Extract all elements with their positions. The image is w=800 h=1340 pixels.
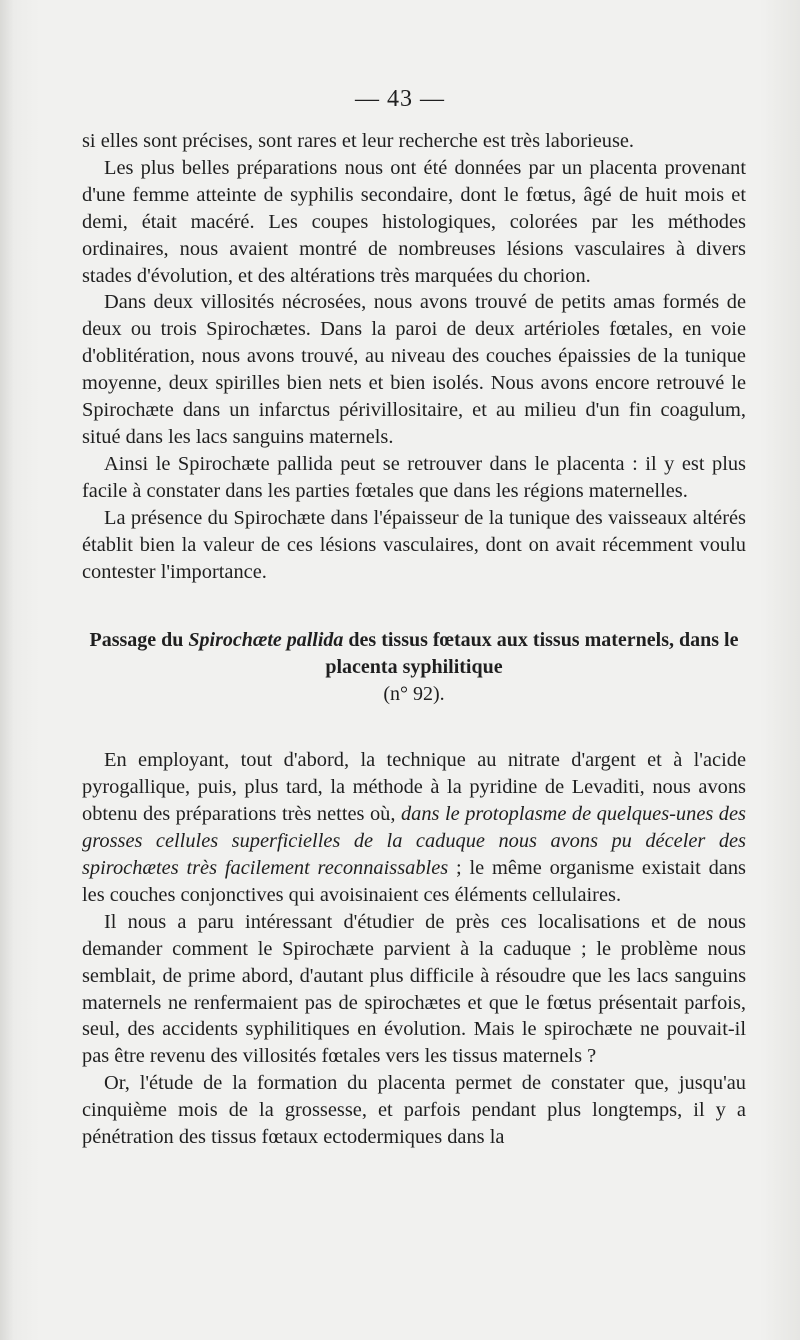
paragraph-text: En employant, tout d'abord, la technique au nitrate d'argent et à l'acide pyrogallique, puis, plus tard, la méthode à la pyridine de Levaditi, nous avons obtenu des préparations très nettes où, — [82, 749, 746, 826]
page-number: — 43 — — [355, 86, 445, 112]
paragraph-text: ; le même organisme existait dans les couches conjonctives qui avoisinaient ces éléments cellulaires. — [82, 857, 746, 906]
paragraph: Or, l'étude de la formation du placenta permet de constater que, jusqu'au cinquième mois de la grossesse, et parfois pendant plus longtemps, il y a pénétration des tissus fœtaux ectodermiques dans la — [82, 1072, 746, 1149]
paragraph-italic: dans le protoplasme de quelques-unes des grosses cellules superficielles de la caduque nous avons pu déceler des spirochætes très facilement reconnaissables — [82, 803, 746, 880]
section-heading — [82, 627, 746, 681]
heading-text: Passage du — [89, 629, 189, 652]
paragraph: Dans deux villosités nécrosées, nous avons trouvé de petits amas formés de deux ou trois Spirochætes. Dans la paroi de deux artérioles fœtales, en voie d'oblitération, nous avons trouvé, au niveau des couches épaissies de la tunique moyenne, deux spirilles bien nets et bien isolés. Nous avons encore retrouvé le Spirochæte dans un infarctus périvillositaire, et au milieu d'un fin coagulum, situé dans les lacs sanguins maternels. — [82, 291, 746, 448]
paragraph: La présence du Spirochæte dans l'épaisseur de la tunique des vaisseaux altérés établit bien la valeur de ces lésions vasculaires, dont on avait récemment voulu contester l'importance. — [82, 506, 746, 583]
body-text — [82, 128, 746, 1151]
paragraph: Les plus belles préparations nous ont été données par un placenta provenant d'une femme atteinte de syphilis secondaire, dont le fœtus, âgé de huit mois et demi, était macéré. Les coupes histologiques, colorées par les méthodes ordinaires, nous avaient montré de nombreuses lésions vasculaires à divers stades d'évolution, et des altérations très marquées du chorion. — [82, 156, 746, 287]
paragraph: si elles sont précises, sont rares et leur recherche est très laborieuse. — [82, 130, 635, 152]
heading-text: des tissus fœtaux aux tissus maternels, dans le placenta syphilitique — [325, 629, 739, 679]
paragraph: Il nous a paru intéressant d'étudier de près ces localisations et de nous demander comment le Spirochæte parvient à la caduque ; le problème nous semblait, de prime abord, d'autant plus difficile à résoudre que les lacs sanguins maternels ne renfermaient pas de spirochætes et que le fœtus présentait parfois, seul, des accidents syphilitiques en évolution. Mais le spirochæte ne pouvait-il pas être revenu des villosités fœtales vers les tissus maternels ? — [82, 910, 746, 1068]
paragraph — [82, 747, 746, 908]
heading-reference: (n° 92). — [383, 683, 445, 706]
paragraph: Ainsi le Spirochæte pallida peut se retrouver dans le placenta : il y est plus facile à constater dans les parties fœtales que dans les régions maternelles. — [82, 452, 746, 502]
heading-italic: Spirochæte pallida — [188, 629, 344, 652]
